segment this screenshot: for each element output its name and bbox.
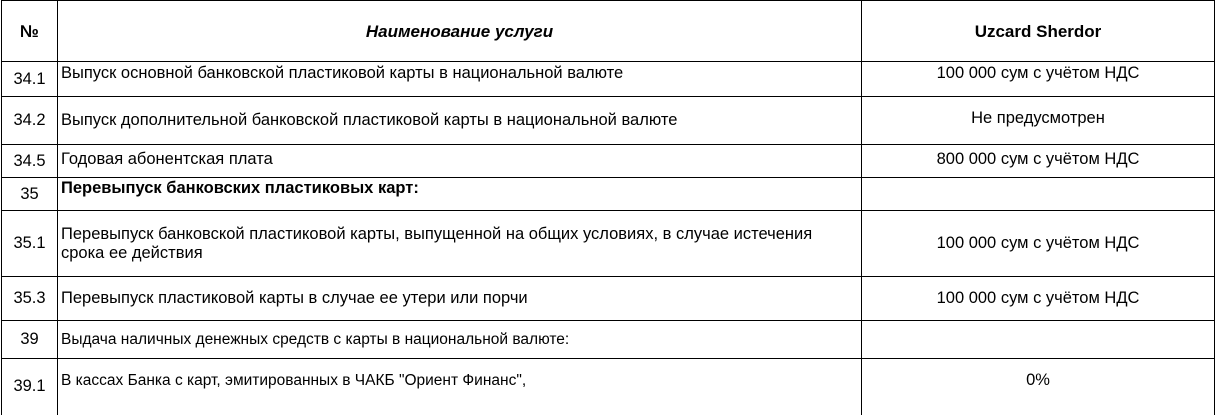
row-value: 800 000 сум с учётом НДС xyxy=(862,145,1215,178)
row-name: Перевыпуск банковской пластиковой карты, выпущенной на общих условиях, в случае истечения срока ее действия xyxy=(58,211,862,277)
section-title: Выдача наличных денежных средств с карты в национальной валюте: xyxy=(58,321,862,359)
row-no: 35.3 xyxy=(2,277,58,321)
row-value: 100 000 сум с учётом НДС xyxy=(862,62,1215,97)
row-no: 39.1 xyxy=(2,359,58,415)
row-no: 35 xyxy=(2,178,58,211)
table-section-row xyxy=(2,321,1215,359)
row-value: Не предусмотрен xyxy=(862,97,1215,145)
row-name: Выпуск дополнительной банковской пластиковой карты в национальной валюте xyxy=(58,97,862,145)
row-no: 34.2 xyxy=(2,97,58,145)
row-name: Выпуск основной банковской пластиковой карты в национальной валюте xyxy=(58,62,862,97)
row-name: В кассах Банка с карт, эмитированных в ЧАКБ "Ориент Финанс", xyxy=(58,359,862,415)
row-value: 100 000 сум с учётом НДС xyxy=(862,277,1215,321)
row-no: 39 xyxy=(2,321,58,359)
row-value: 100 000 сум с учётом НДС xyxy=(862,211,1215,277)
section-title: Перевыпуск банковских пластиковых карт: xyxy=(58,178,862,211)
table-row xyxy=(2,359,1215,415)
row-name: Годовая абонентская плата xyxy=(58,145,862,178)
table-row xyxy=(2,145,1215,178)
header-card-type: Uzcard Sherdor xyxy=(862,1,1215,62)
table-row xyxy=(2,211,1215,277)
header-no: № xyxy=(2,1,58,62)
header-service-name: Наименование услуги xyxy=(58,1,862,62)
row-no: 35.1 xyxy=(2,211,58,277)
row-value xyxy=(862,178,1215,211)
tariff-table xyxy=(1,0,1215,415)
row-name: Перевыпуск пластиковой карты в случае ее утери или порчи xyxy=(58,277,862,321)
table-section-row xyxy=(2,178,1215,211)
row-value xyxy=(862,321,1215,359)
table-row xyxy=(2,97,1215,145)
table-row xyxy=(2,62,1215,97)
row-value: 0% xyxy=(862,359,1215,415)
row-no: 34.1 xyxy=(2,62,58,97)
table-row xyxy=(2,277,1215,321)
row-no: 34.5 xyxy=(2,145,58,178)
table-header-row xyxy=(2,1,1215,62)
